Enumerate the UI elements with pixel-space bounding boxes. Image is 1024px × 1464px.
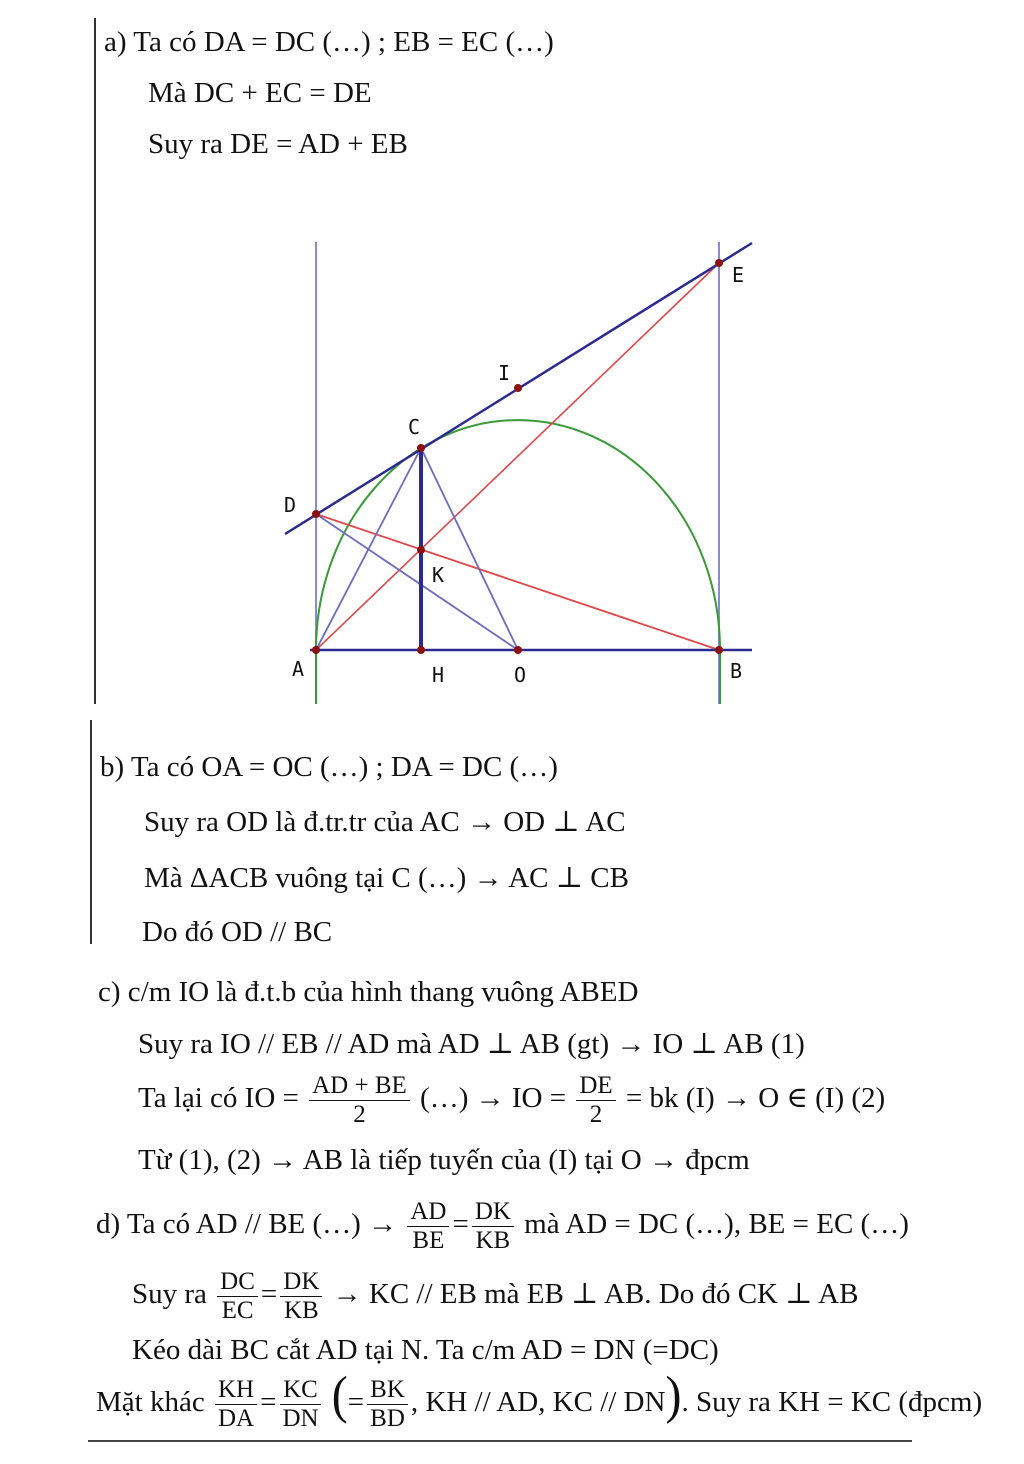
fraction-de-over-2 bbox=[576, 1072, 615, 1129]
part-d-line-4-pre: Mặt khác bbox=[96, 1386, 205, 1418]
frac-den: BD bbox=[370, 1404, 405, 1432]
part-a-line-1: a) Ta có DA = DC (…) ; EB = EC (…) bbox=[104, 26, 554, 58]
label-b: B bbox=[730, 659, 743, 683]
point-h bbox=[417, 646, 425, 654]
frac-num: KH bbox=[215, 1376, 257, 1405]
frac-num: KC bbox=[280, 1376, 321, 1405]
part-c-line-3-pre: Ta lại có IO = bbox=[138, 1082, 299, 1114]
frac-num: AD + BE bbox=[309, 1072, 410, 1101]
part-d-line-2-post: → KC // EB mà EB ⊥ AB. Do đó CK ⊥ AB bbox=[332, 1278, 859, 1310]
fraction-dk-over-kb bbox=[472, 1198, 514, 1255]
part-b-line-2: Suy ra OD là đ.tr.tr của AC → OD ⊥ AC bbox=[144, 806, 626, 838]
point-i bbox=[514, 384, 522, 392]
part-a-line-3: Suy ra DE = AD + EB bbox=[148, 128, 408, 160]
part-b-left-bar bbox=[90, 720, 92, 944]
part-d-line-2-pre: Suy ra bbox=[132, 1278, 207, 1310]
line-co bbox=[421, 448, 518, 650]
paren-open: ( bbox=[331, 1366, 348, 1425]
frac-num: DC bbox=[217, 1268, 258, 1297]
point-e bbox=[715, 259, 723, 267]
part-b-line-3: Mà ΔACB vuông tại C (…) → AC ⊥ CB bbox=[144, 862, 629, 894]
frac-num: AD bbox=[407, 1198, 449, 1227]
part-d-line-3: Kéo dài BC cắt AD tại N. Ta c/m AD = DN (=DC) bbox=[132, 1334, 719, 1366]
label-d: D bbox=[284, 493, 297, 517]
frac-den: DN bbox=[282, 1404, 319, 1432]
equals-sign: = bbox=[260, 1278, 278, 1310]
frac-den: DA bbox=[217, 1404, 255, 1432]
frac-den: BE bbox=[412, 1226, 445, 1254]
equals-sign: = bbox=[452, 1208, 469, 1240]
part-c-line-2: Suy ra IO // EB // AD mà AD ⊥ AB (gt) → IO ⊥ AB (1) bbox=[138, 1028, 805, 1060]
frac-num: DK bbox=[472, 1198, 514, 1227]
frac-den: KB bbox=[475, 1226, 511, 1254]
frac-num: BK bbox=[367, 1376, 408, 1405]
label-c: C bbox=[408, 415, 421, 439]
point-d bbox=[312, 510, 320, 518]
fraction-dc-over-ec bbox=[217, 1268, 258, 1325]
part-c-line-4: Từ (1), (2) → AB là tiếp tuyến của (I) tại O → đpcm bbox=[138, 1144, 750, 1176]
equals-sign: = bbox=[260, 1386, 277, 1418]
label-a: A bbox=[292, 657, 305, 681]
frac-den: 2 bbox=[353, 1100, 366, 1128]
point-a bbox=[312, 646, 320, 654]
line-ae bbox=[316, 263, 719, 650]
point-b bbox=[715, 646, 723, 654]
part-d-line-4-post: . Suy ra KH = KC (đpcm) bbox=[681, 1386, 983, 1418]
label-o: O bbox=[514, 663, 527, 687]
semicircle bbox=[316, 420, 720, 704]
line-do bbox=[316, 514, 518, 650]
label-e: E bbox=[732, 263, 745, 287]
frac-den: EC bbox=[221, 1296, 254, 1324]
fraction-dk-over-kb-2 bbox=[280, 1268, 322, 1325]
part-b-line-1: b) Ta có OA = OC (…) ; DA = DC (…) bbox=[100, 751, 558, 783]
equals-sign: = bbox=[347, 1386, 365, 1418]
part-a-line-2: Mà DC + EC = DE bbox=[148, 77, 372, 109]
paren-close: ) bbox=[665, 1366, 682, 1425]
part-d-line-1 bbox=[96, 1192, 909, 1256]
bottom-divider bbox=[88, 1440, 912, 1442]
frac-num: DE bbox=[576, 1072, 615, 1101]
label-k: K bbox=[432, 563, 445, 587]
fraction-ad-over-be bbox=[407, 1198, 449, 1255]
part-d-line-1-pre: d) Ta có AD // BE (…) → bbox=[96, 1208, 398, 1240]
geometry-figure bbox=[0, 0, 1024, 720]
label-h: H bbox=[432, 663, 445, 687]
part-c-line-3-post: = bk (I) → O ∈ (I) (2) bbox=[625, 1082, 886, 1114]
part-c-line-3 bbox=[138, 1066, 885, 1130]
part-d-line-2 bbox=[132, 1262, 858, 1326]
fraction-bk-over-bd bbox=[367, 1376, 408, 1433]
point-o bbox=[514, 646, 522, 654]
part-d-line-1-post: mà AD = DC (…), BE = EC (…) bbox=[524, 1208, 909, 1240]
frac-num: DK bbox=[280, 1268, 322, 1297]
point-k bbox=[417, 546, 425, 554]
frac-den: 2 bbox=[589, 1100, 603, 1128]
label-i: I bbox=[498, 361, 511, 385]
fraction-kc-over-dn bbox=[279, 1376, 321, 1433]
paren-mid: , KH // AD, KC // DN bbox=[410, 1386, 666, 1418]
fraction-kh-over-da bbox=[215, 1376, 257, 1433]
part-c-line-3-mid: (…) → IO = bbox=[420, 1082, 567, 1114]
fraction-ad-plus-be-over-2 bbox=[309, 1072, 410, 1129]
part-c-line-1: c) c/m IO là đ.t.b của hình thang vuông ABED bbox=[98, 976, 639, 1008]
point-c bbox=[417, 444, 425, 452]
part-d-line-4 bbox=[96, 1366, 983, 1434]
frac-den: KB bbox=[283, 1296, 319, 1324]
part-b-line-4: Do đó OD // BC bbox=[142, 916, 333, 948]
